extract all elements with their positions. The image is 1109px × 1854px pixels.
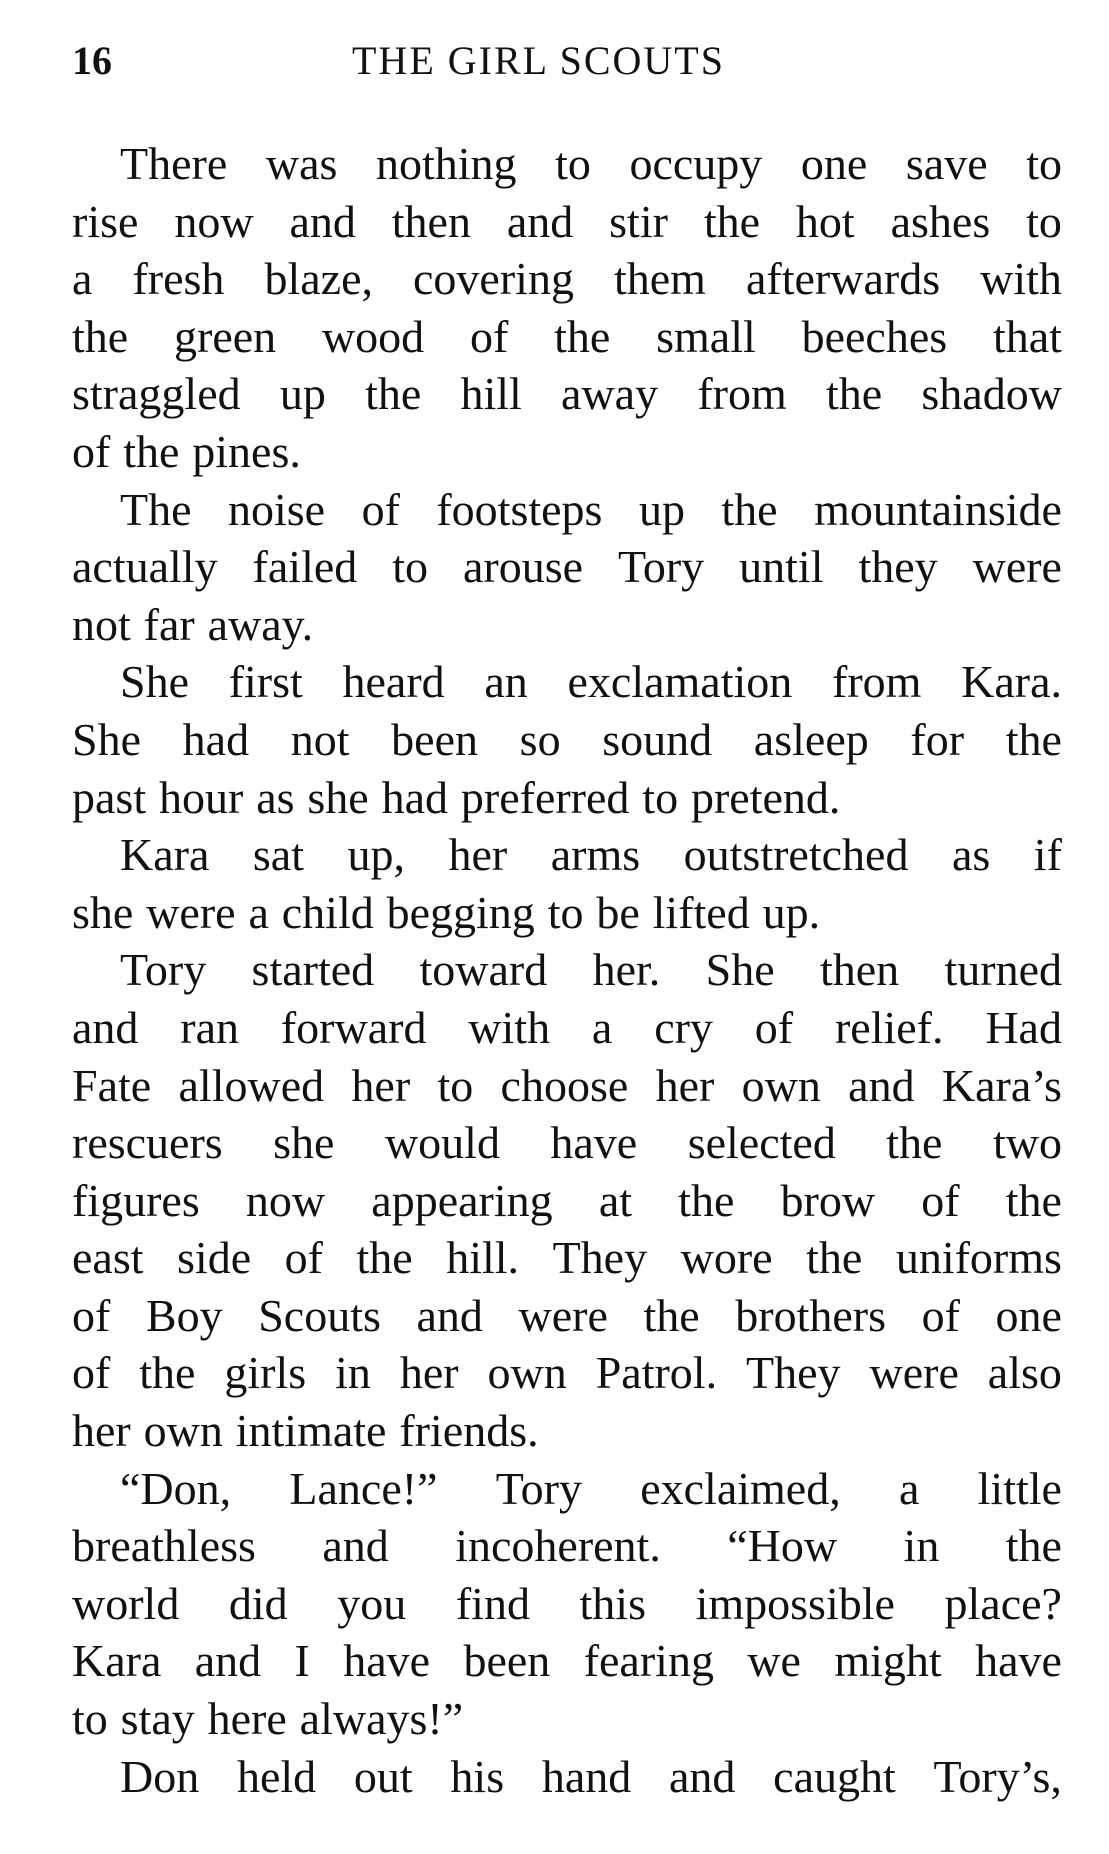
text-line [72, 1229, 1062, 1287]
word: They [746, 1347, 841, 1399]
word: and [289, 195, 356, 247]
word: brow [780, 1174, 876, 1226]
word: arms [550, 829, 641, 881]
text-line [72, 1172, 1062, 1230]
word: rise [72, 195, 139, 247]
word: were [146, 886, 236, 938]
word: the [825, 368, 883, 420]
word: of [469, 310, 509, 362]
page-number: 16 [72, 38, 112, 83]
word: pretend. [690, 771, 841, 823]
word: that [992, 310, 1062, 362]
word: asleep [753, 713, 869, 765]
word: them [613, 253, 706, 305]
word: the [806, 1232, 863, 1284]
word: and [72, 1001, 139, 1053]
word: Kara’s [941, 1059, 1062, 1111]
word: the [123, 425, 180, 477]
word: shadow [921, 368, 1062, 420]
text-line [72, 1057, 1062, 1115]
word: turned [944, 944, 1062, 996]
word: “Don, [120, 1462, 232, 1514]
word: then [819, 944, 900, 996]
word: her [399, 1347, 459, 1399]
word: now [174, 195, 254, 247]
word: have [550, 1117, 638, 1169]
word: straggled [72, 368, 241, 420]
word: stay [120, 1693, 195, 1745]
text-line [72, 1575, 1062, 1633]
word: her [72, 1405, 131, 1457]
word: the [643, 1289, 700, 1341]
word: I [294, 1635, 310, 1687]
word: had [182, 713, 250, 765]
text-line [72, 423, 1062, 481]
text-line [72, 826, 1062, 884]
word: appearing [371, 1174, 553, 1226]
word: have [975, 1635, 1062, 1687]
word: were [869, 1347, 959, 1399]
word: impossible [695, 1577, 895, 1629]
word: from [832, 656, 922, 708]
word: little [977, 1462, 1062, 1514]
word: world [72, 1577, 180, 1629]
word: also [987, 1347, 1062, 1399]
word: breathless [72, 1520, 256, 1572]
word: her. [592, 944, 661, 996]
text-line [72, 596, 1062, 654]
word: and [416, 1289, 483, 1341]
word: to [1026, 138, 1062, 189]
word: to [547, 886, 584, 938]
word: wood [321, 310, 425, 362]
word: two [992, 1117, 1062, 1169]
word: one [995, 1289, 1062, 1341]
word: actually [72, 541, 218, 593]
word: his [450, 1750, 505, 1802]
word: with [468, 1001, 551, 1053]
word: the [886, 1117, 943, 1169]
word: of [72, 1289, 111, 1341]
word: to [437, 1059, 474, 1111]
word: Tory [120, 944, 207, 996]
text-line [72, 1748, 1062, 1806]
word: find [455, 1577, 530, 1629]
word: arouse [462, 541, 584, 593]
word: selected [687, 1117, 836, 1169]
word: outstretched [683, 829, 909, 881]
word: of [754, 1001, 794, 1053]
word: at [598, 1174, 633, 1226]
word: forward [280, 1001, 427, 1053]
text-line [72, 1460, 1062, 1518]
word: brothers [735, 1289, 887, 1341]
word: place? [944, 1577, 1062, 1629]
word: were [518, 1289, 608, 1341]
word: fearing [583, 1635, 714, 1687]
word: to [555, 138, 591, 189]
word: caught [773, 1750, 896, 1802]
text-line [72, 769, 1062, 827]
word: covering [413, 253, 574, 305]
word: started [251, 944, 375, 996]
word: hill [460, 368, 522, 420]
word: of [921, 1174, 960, 1226]
word: from [697, 368, 787, 420]
word: had [381, 771, 449, 823]
word: far [143, 598, 195, 650]
word: stir [609, 195, 668, 247]
word: a [72, 253, 93, 305]
word: she [273, 1117, 335, 1169]
word: were [972, 541, 1062, 593]
word: exclamation [567, 656, 793, 708]
text-line [72, 308, 1062, 366]
word: the [365, 368, 422, 420]
word: Kara [72, 1635, 162, 1687]
word: they [858, 541, 938, 593]
word: up [279, 368, 326, 420]
word: ashes [890, 195, 991, 247]
text-line [72, 1632, 1062, 1690]
word: nothing [375, 138, 517, 189]
word: if [1033, 829, 1062, 881]
word: east [72, 1232, 144, 1284]
word: and [194, 1635, 262, 1687]
word: fresh [132, 253, 225, 305]
word: not [72, 598, 131, 650]
word: the [1005, 1174, 1062, 1226]
word: rescuers [72, 1117, 223, 1169]
word: this [579, 1577, 646, 1629]
word: she [72, 886, 134, 938]
word: up, [347, 829, 405, 881]
word: and [506, 195, 574, 247]
word: friends. [399, 1405, 539, 1457]
word: Kara [120, 829, 210, 881]
word: of [72, 1347, 111, 1399]
word: with [980, 253, 1062, 305]
word: as [951, 829, 991, 881]
word: held [236, 1750, 317, 1802]
text-line [72, 538, 1062, 596]
word: the [703, 195, 761, 247]
word: own [741, 1059, 821, 1111]
word: of [361, 483, 400, 535]
word: She [120, 656, 189, 708]
word: have [343, 1635, 431, 1687]
word: begging [386, 886, 535, 938]
word: here [207, 1693, 287, 1745]
text-line [72, 193, 1062, 251]
word: the [72, 310, 129, 362]
word: relief. [834, 1001, 944, 1053]
word: she [307, 771, 369, 823]
text-line [72, 250, 1062, 308]
word: lifted [652, 886, 750, 938]
word: the [554, 310, 611, 362]
word: She [72, 713, 141, 765]
word: her [448, 829, 508, 881]
word: the [678, 1174, 735, 1226]
word: girls [224, 1347, 307, 1399]
word: away [561, 368, 659, 420]
word: so [519, 713, 561, 765]
word: noise [227, 483, 326, 535]
word: uniforms [895, 1232, 1062, 1284]
word: intimate [235, 1405, 387, 1457]
word: then [391, 195, 471, 247]
text-line [72, 365, 1062, 423]
word: “How [727, 1520, 838, 1572]
word: the [1005, 713, 1062, 765]
word: Tory [495, 1462, 582, 1514]
word: to [72, 1693, 108, 1745]
word: Had [985, 1001, 1062, 1053]
word: in [335, 1347, 371, 1399]
word: away. [207, 598, 314, 650]
word: sat [252, 829, 304, 881]
word: a [898, 1462, 920, 1514]
word: did [228, 1577, 288, 1629]
word: for [910, 713, 965, 765]
word: Lance!” [289, 1462, 438, 1514]
word: you [337, 1577, 407, 1629]
word: toward [419, 944, 548, 996]
word: and [848, 1059, 915, 1111]
word: sound [602, 713, 713, 765]
word: ran [180, 1001, 240, 1053]
word: the [721, 483, 778, 535]
word: afterwards [746, 253, 941, 305]
word: hill. [446, 1232, 520, 1284]
word: Don [120, 1750, 200, 1802]
text-line [72, 999, 1062, 1057]
word: She [705, 944, 775, 996]
word: of [284, 1232, 323, 1284]
word: hour [158, 771, 244, 823]
word: up [638, 483, 685, 535]
word: own [487, 1347, 567, 1399]
word: There [120, 138, 228, 189]
word: not [290, 713, 350, 765]
word: preferred [460, 771, 630, 823]
word: figures [72, 1174, 200, 1226]
word: side [177, 1232, 252, 1284]
word: incoherent. [455, 1520, 661, 1572]
word: and [669, 1750, 736, 1802]
word: Boy [145, 1289, 223, 1341]
word: been [391, 713, 479, 765]
word: one [800, 138, 868, 189]
word: been [463, 1635, 551, 1687]
word: and [322, 1520, 389, 1572]
text-line [72, 653, 1062, 711]
word: blaze, [264, 253, 373, 305]
word: a [248, 886, 269, 938]
word: the [1005, 1520, 1062, 1572]
word: failed [252, 541, 358, 593]
word: might [834, 1635, 942, 1687]
text-line [72, 1114, 1062, 1172]
word: cry [654, 1001, 713, 1053]
word: save [905, 138, 988, 189]
word: The [120, 483, 192, 535]
word: the [139, 1347, 196, 1399]
word: her [351, 1059, 411, 1111]
word: an [484, 656, 528, 708]
word: green [174, 310, 277, 362]
word: now [245, 1174, 326, 1226]
word: wore [680, 1232, 773, 1284]
word: of [72, 425, 111, 477]
word: small [656, 310, 756, 362]
body-text [72, 135, 1062, 1805]
word: occupy [629, 138, 763, 189]
word: the [356, 1232, 413, 1284]
text-line [72, 941, 1062, 999]
word: up. [762, 886, 821, 938]
text-line [72, 1517, 1062, 1575]
word: hot [795, 195, 855, 247]
word: always!” [299, 1693, 464, 1745]
text-line [72, 1690, 1062, 1748]
word: pines. [192, 425, 301, 477]
text-line [72, 481, 1062, 539]
text-line [72, 135, 1062, 193]
word: out [353, 1750, 413, 1802]
word: be [596, 886, 640, 938]
word: Scouts [258, 1289, 381, 1341]
word: mountainside [814, 483, 1062, 535]
word: first [228, 656, 303, 708]
word: choose [500, 1059, 629, 1111]
text-line [72, 884, 1062, 942]
word: child [281, 886, 374, 938]
text-line [72, 1344, 1062, 1402]
word: we [747, 1635, 801, 1687]
word: her [655, 1059, 715, 1111]
word: of [921, 1289, 960, 1341]
word: Patrol. [595, 1347, 718, 1399]
word: to [1026, 195, 1062, 247]
text-line [72, 1402, 1062, 1460]
word: to [642, 771, 679, 823]
word: in [903, 1520, 940, 1572]
word: Tory [617, 541, 705, 593]
word: was [265, 138, 338, 189]
word: beeches [801, 310, 948, 362]
word: footsteps [436, 483, 603, 535]
word: They [552, 1232, 648, 1284]
word: as [256, 771, 295, 823]
word: a [591, 1001, 613, 1053]
word: exclaimed, [640, 1462, 841, 1514]
text-line [72, 1287, 1062, 1345]
running-head [0, 36, 1109, 86]
book-title: THE GIRL SCOUTS [352, 38, 725, 83]
word: heard [342, 656, 445, 708]
word: Kara. [961, 656, 1062, 708]
word: past [72, 771, 147, 823]
word: own [143, 1405, 223, 1457]
word: would [384, 1117, 500, 1169]
word: until [739, 541, 824, 593]
word: Tory’s, [933, 1750, 1062, 1802]
word: Fate [72, 1059, 152, 1111]
word: allowed [178, 1059, 325, 1111]
word: hand [541, 1750, 632, 1802]
word: to [392, 541, 428, 593]
text-line [72, 711, 1062, 769]
